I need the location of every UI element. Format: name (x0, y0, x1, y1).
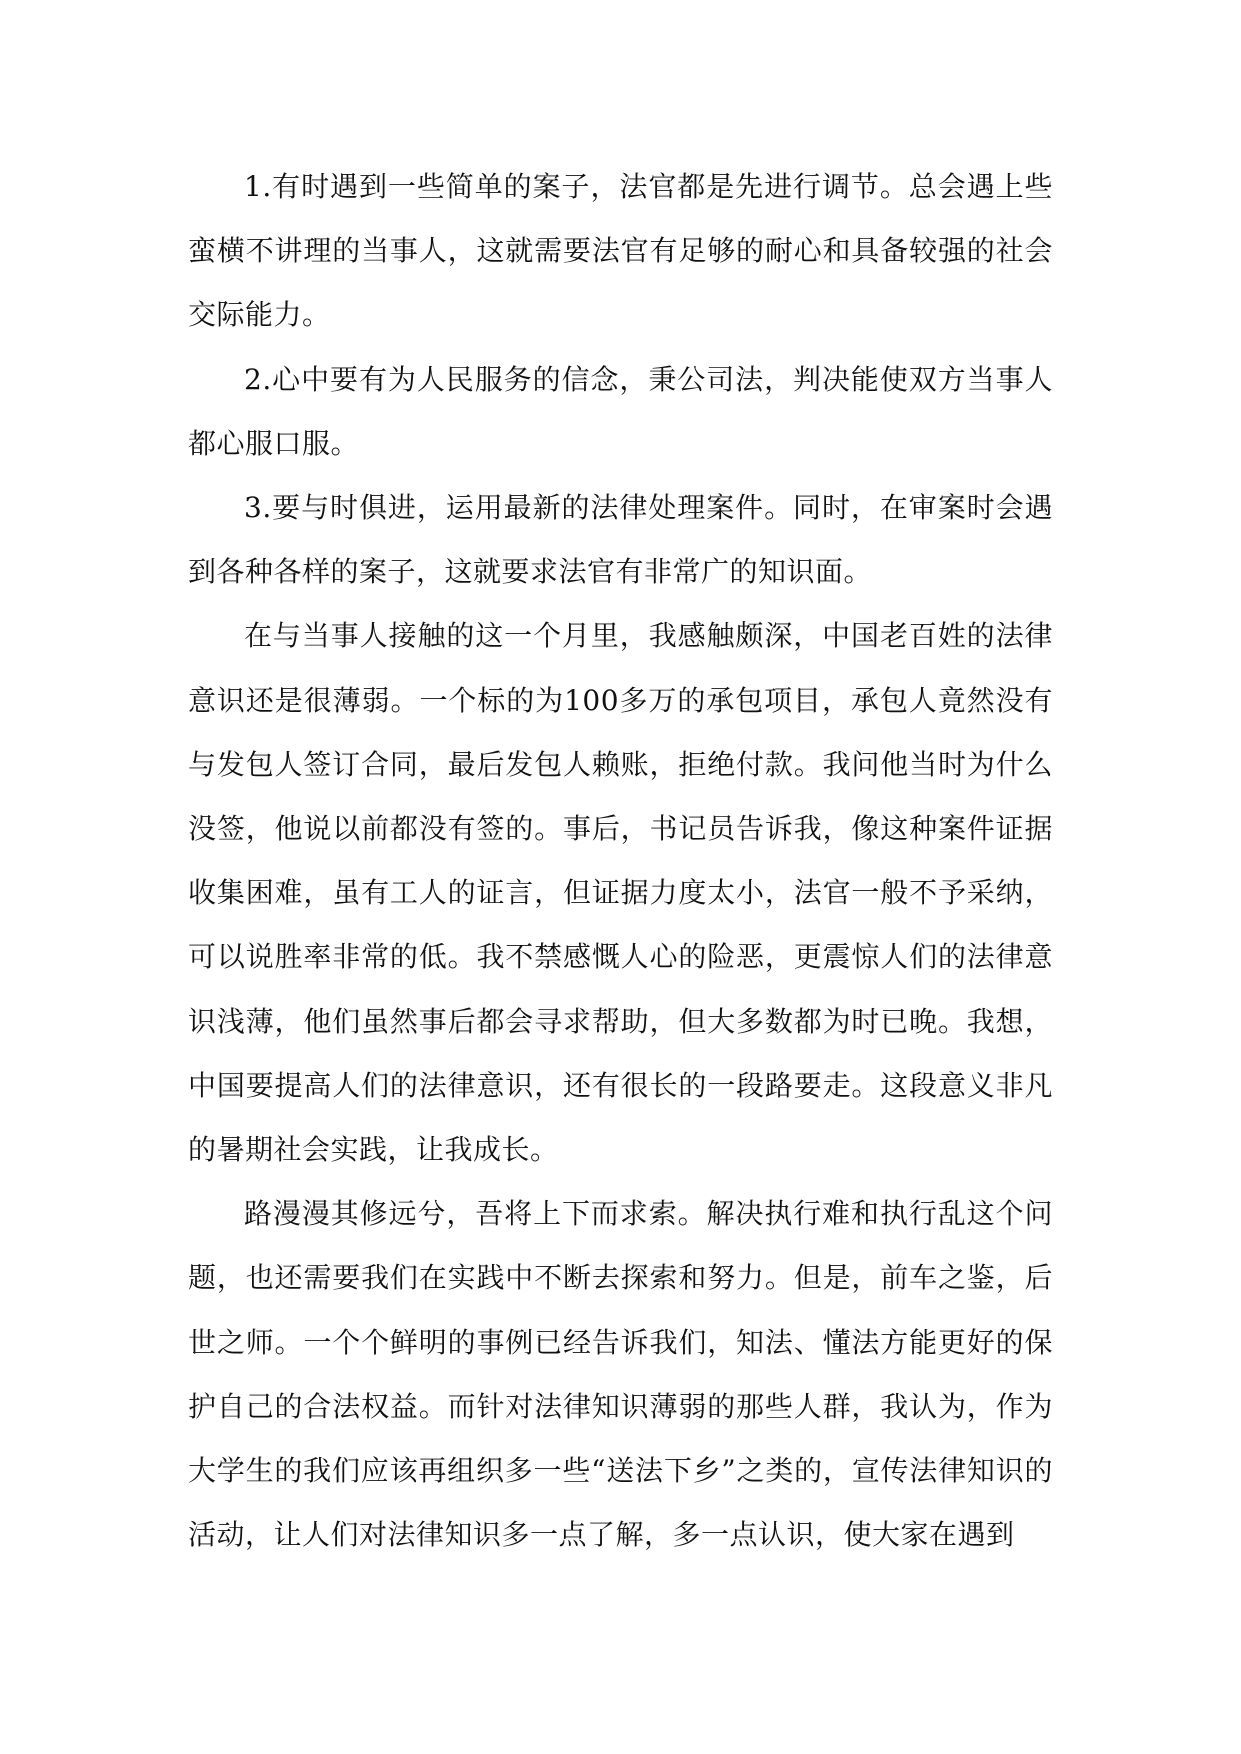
paragraph-4: 在与当事人接触的这一个月里，我感触颇深，中国老百姓的法律意识还是很薄弱。一个标的为100多万的承包项目，承包人竟然没有与发包人签订合同，最后发包人赖账，拒绝付款。我问他当时为什么没签，他说以前都没有签的。事后，书记员告诉我，像这种案件证据收集困难，虽有工人的证言，但证据力度太小，法官一般不予采纳，可以说胜率非常的低。我不禁感慨人心的险恶，更震惊人们的法律意识浅薄，他们虽然事后都会寻求帮助，但大多数都为时已晚。我想，中国要提高人们的法律意识，还有很长的一段路要走。这段意义非凡的暑期社会实践，让我成长。 (188, 619, 1053, 1167)
paragraph-2: 2.心中要有为人民服务的信念，秉公司法，判决能使双方当事人都心服口服。 (188, 362, 1053, 460)
paragraph-3: 3.要与时俱进，运用最新的法律处理案件。同时，在审案时会遇到各种各样的案子，这就要求法官有非常广的知识面。 (188, 491, 1053, 589)
paragraph-1: 1.有时遇到一些简单的案子，法官都是先进行调节。总会遇上些蛮横不讲理的当事人，这就需要法官有足够的耐心和具备较强的社会交际能力。 (188, 170, 1053, 332)
paragraph-5: 路漫漫其修远兮，吾将上下而求索。解决执行难和执行乱这个问题，也还需要我们在实践中不断去探索和努力。但是，前车之鉴，后世之师。一个个鲜明的事例已经告诉我们，知法、懂法方能更好的保护自己的合法权益。而针对法律知识薄弱的那些人群，我认为，作为大学生的我们应该再组织多一些“送法下乡”之类的，宣传法律知识的活动，让人们对法律知识多一点了解，多一点认识，使大家在遇到 (188, 1197, 1053, 1552)
body-text (188, 155, 1053, 1567)
